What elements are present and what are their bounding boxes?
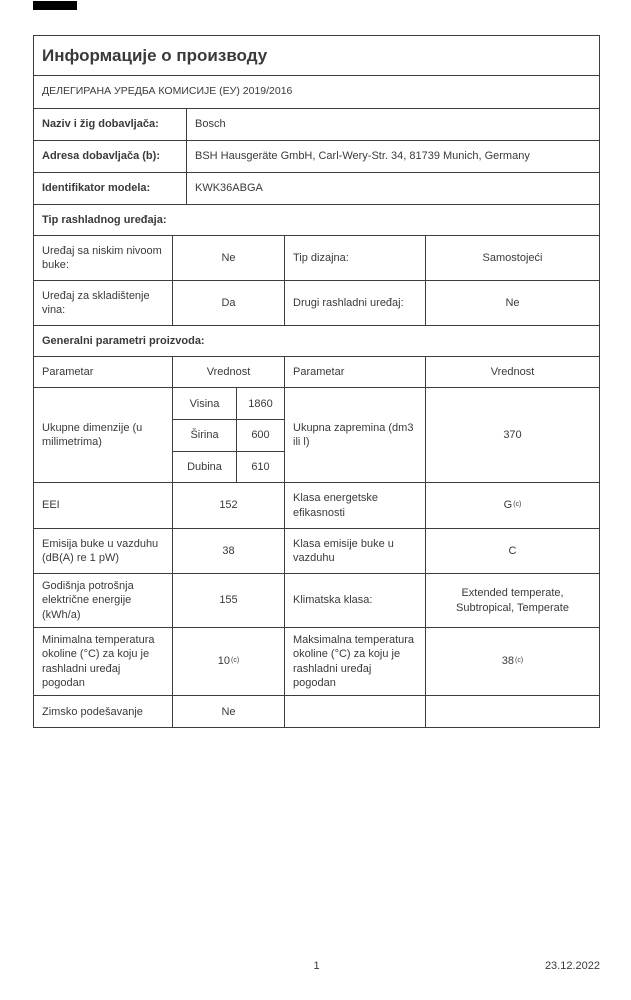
noise-class-value: C — [425, 529, 599, 573]
param-header-2: Parametar — [284, 357, 425, 387]
eei-value: 152 — [172, 483, 284, 528]
design-type-label: Tip dizajna: — [284, 236, 425, 280]
section-header-row — [34, 204, 599, 235]
table-row — [34, 280, 599, 325]
energy-class-value — [425, 483, 599, 528]
table-row — [34, 627, 599, 695]
max-temperature-number: 38 — [501, 655, 515, 668]
energy-class-letter: G — [503, 499, 513, 512]
subtitle-row — [34, 75, 599, 108]
table-row — [34, 528, 599, 573]
dimensions-label: Ukupne dimenzije (u milimetrima) — [42, 421, 143, 449]
winter-setting-value: Ne — [172, 696, 284, 727]
model-identifier-label: Identifikator modela: — [42, 182, 151, 195]
value-header-1: Vrednost — [172, 357, 284, 387]
eei-label: EEI — [42, 499, 60, 512]
product-info-table — [33, 35, 600, 728]
table-row — [34, 695, 599, 727]
min-temperature-value — [172, 628, 284, 695]
noise-emission-value: 38 — [172, 529, 284, 573]
column-header-row — [34, 356, 599, 387]
total-volume-label: Ukupna zapremina (dm3 ili l) — [284, 388, 425, 482]
general-section-header: Generalni parametri proizvoda: — [42, 334, 205, 347]
regulation-subtitle: ДЕЛЕГИРАНА УРЕДБА КОМИСИЈЕ (ЕУ) 2019/2016 — [42, 85, 293, 98]
dimensions-row — [34, 387, 599, 482]
total-volume-value: 370 — [425, 388, 599, 482]
empty-cell — [284, 696, 425, 727]
dimension-depth-label: Dubina — [187, 460, 222, 473]
footnote-marker: (c) — [515, 657, 524, 665]
climate-class-label: Klimatska klasa: — [284, 574, 425, 627]
empty-cell — [425, 696, 599, 727]
supplier-address-label: Adresa dobavljača (b): — [42, 150, 160, 163]
supplier-name-value: Bosch — [186, 109, 599, 140]
print-mark — [33, 1, 77, 10]
footnote-marker: (c) — [231, 657, 240, 665]
min-temperature-number: 10 — [217, 655, 231, 668]
low-noise-label: Uređaj sa niskim nivoom buke: — [42, 244, 162, 272]
design-type-value: Samostojeći — [425, 236, 599, 280]
page-footer — [33, 960, 600, 976]
supplier-name-label: Naziv i žig dobavljača: — [42, 118, 159, 131]
table-row — [34, 172, 599, 204]
low-noise-value: Ne — [172, 236, 284, 280]
annual-energy-value: 155 — [172, 574, 284, 627]
param-header-1: Parametar — [42, 365, 94, 378]
dimension-width-label: Širina — [190, 429, 219, 442]
other-appliance-label: Drugi rashladni uređaj: — [284, 281, 425, 325]
dimension-width-row — [173, 419, 284, 451]
document-date: 23.12.2022 — [544, 960, 600, 972]
dimension-width-value: 600 — [236, 420, 284, 451]
min-temperature-label: Minimalna temperatura okoline (°C) za koju je rashladni uređaj pogodan — [42, 633, 155, 689]
table-row — [34, 140, 599, 172]
noise-class-label: Klasa emisije buke u vazduhu — [284, 529, 425, 573]
climate-class-value: Extended temperate, Subtropical, Temperate — [425, 574, 599, 627]
wine-storage-label: Uređaj za skladištenje vina: — [42, 289, 150, 317]
table-row — [34, 573, 599, 627]
wine-storage-value: Da — [172, 281, 284, 325]
section-header-row — [34, 325, 599, 356]
page-title: Информације о производу — [42, 46, 268, 65]
energy-class-label: Klasa energetske efikasnosti — [284, 483, 425, 528]
table-row — [34, 108, 599, 140]
footnote-marker: (c) — [513, 501, 522, 509]
max-temperature-value — [425, 628, 599, 695]
model-identifier-value: KWK36ABGA — [186, 173, 599, 204]
dimension-depth-row — [173, 451, 284, 483]
dimensions-subtable — [172, 388, 284, 482]
type-section-header: Tip rashladnog uređaja: — [42, 213, 167, 226]
dimension-depth-value: 610 — [236, 452, 284, 483]
annual-energy-label: Godišnja potrošnja električne energije (kWh/a) — [42, 580, 134, 621]
table-row — [34, 235, 599, 280]
dimension-height-value: 1860 — [236, 388, 284, 419]
page-number: 1 — [313, 960, 320, 972]
title-row — [34, 36, 599, 75]
value-header-2: Vrednost — [425, 357, 599, 387]
other-appliance-value: Ne — [425, 281, 599, 325]
noise-emission-label: Emisija buke u vazduhu (dB(A) re 1 pW) — [42, 537, 159, 565]
supplier-address-value: BSH Hausgeräte GmbH, Carl-Wery-Str. 34, 81739 Munich, Germany — [186, 141, 599, 172]
dimension-height-row — [173, 388, 284, 419]
winter-setting-label: Zimsko podešavanje — [42, 705, 143, 718]
table-row — [34, 482, 599, 528]
dimension-height-label: Visina — [189, 397, 220, 410]
max-temperature-label: Maksimalna temperatura okoline (°C) za koju je rashladni uređaj pogodan — [284, 628, 425, 695]
